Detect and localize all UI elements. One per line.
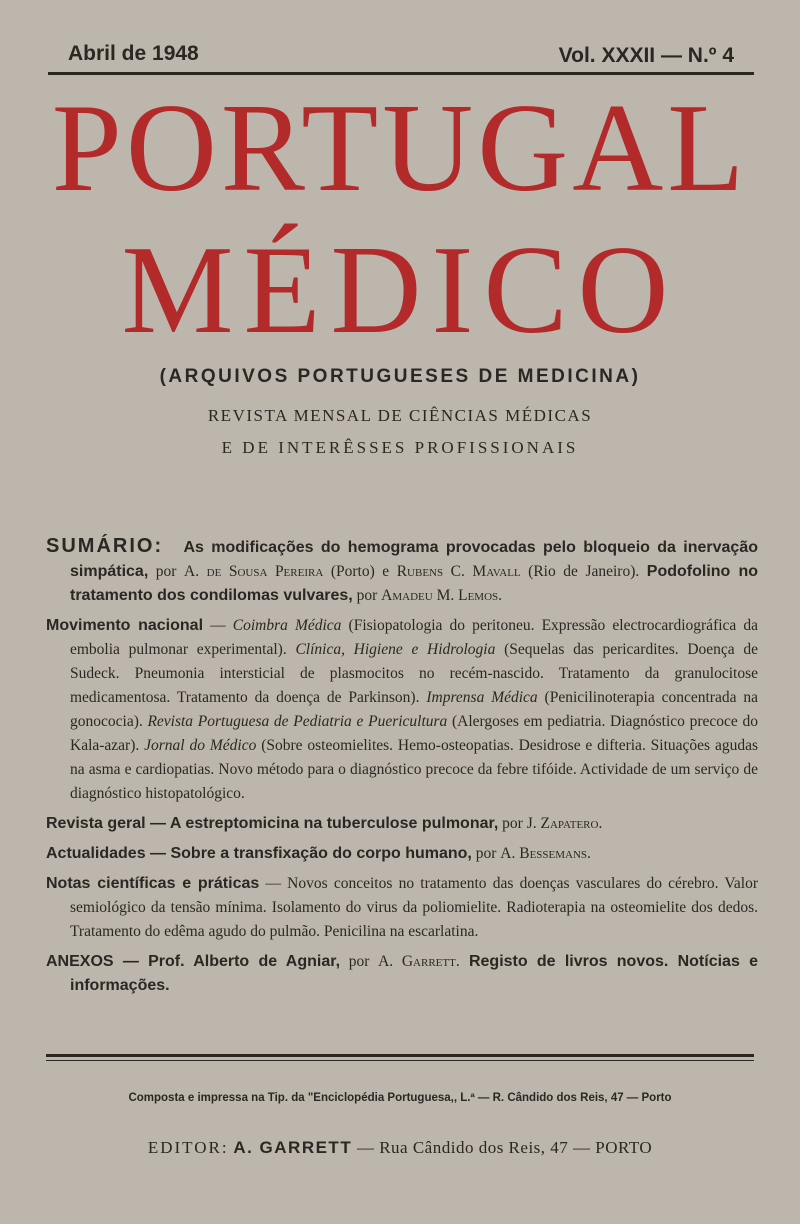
- anexos-rest: Registo de livros novos. Notícias e informações.: [70, 953, 758, 994]
- revista-heading: Revista geral — A estreptomicina na tuberculose pulmonar,: [46, 815, 499, 832]
- journal-5: Jornal do Médico: [144, 737, 257, 754]
- dash: —: [203, 617, 233, 634]
- journal-5-text: (Sobre osteomielites. Hemo-osteopatias. Desidrose e difteria. Situações agudas na asma e cardiopatias. Novo método para o diagnóstico precoce da febre tifóide. Actividade de um serviço de diagnóstico histopatológico.: [70, 737, 758, 802]
- actualidades-entry: [46, 842, 758, 866]
- issue-date: Abril de 1948: [68, 42, 199, 65]
- journal-3-text: (Penicilinoterapia concentrada na gonococia).: [70, 689, 758, 730]
- journal-2: Clínica, Higiene e Hidrologia: [295, 641, 496, 658]
- by-text: por: [471, 845, 501, 862]
- anexos-author: A. Garrett.: [378, 953, 460, 970]
- article-1-place: (Rio de Janeiro).: [520, 563, 647, 580]
- issue-volume: Vol. XXXII — N.º 4: [558, 44, 734, 67]
- editor-name: A. GARRETT: [233, 1138, 353, 1157]
- footer-rule-thick: [46, 1054, 754, 1057]
- by-text: por: [340, 953, 379, 970]
- revista-entry: [46, 812, 758, 836]
- notas-entry: [46, 872, 758, 944]
- actualidades-heading: Actualidades — Sobre a transfixação do corpo humano,: [46, 845, 472, 862]
- sumario-entry: [46, 534, 758, 608]
- subtitle: (ARQUIVOS PORTUGUESES DE MEDICINA): [159, 366, 641, 387]
- issue-header: [48, 38, 752, 72]
- article-1-author: A. de Sousa Pereira: [184, 563, 324, 580]
- article-2-author: Amadeu M. Lemos.: [381, 587, 503, 604]
- printer-line: Composta e impressa na Tip. da "Enciclopédia Portuguesa,, L.ª — R. Cândido dos Reis, 47 — Porto: [128, 1092, 672, 1104]
- title-line-1: PORTUGAL: [51, 79, 749, 218]
- editor-address: — Rua Cândido dos Reis, 47 — PORTO: [352, 1138, 653, 1157]
- article-1-author-2: Rubens C. Mavall: [396, 563, 521, 580]
- sumario-label: SUMÁRIO:: [46, 535, 164, 557]
- journal-1-text: (Fisiopatologia do peritoneu. Expressão electrocardiográfica da embolia pulmonar experimental).: [70, 617, 759, 658]
- header-rule: [48, 72, 754, 75]
- notas-heading: Notas científicas e práticas: [46, 875, 260, 892]
- by-text: por: [148, 563, 185, 580]
- article-1-title: As modificações do hemograma provocadas pelo bloqueio da inervação simpática,: [70, 539, 758, 580]
- article-1-mid: (Porto) e: [323, 563, 397, 580]
- anexos-entry: [46, 950, 758, 998]
- journal-2-text: (Sequelas das pericardites. Doença de Sudeck. Pneumonia intersticial de plasmocitos no recém-nascido. Tratamento da granulocitose medicamentosa. Tratamento da doença de Parkinson).: [70, 641, 759, 706]
- notas-text: — Novos conceitos no tratamento das doenças vasculares do cérebro. Valor semiológico da tensão mínima. Isolamento do virus da poliomielite. Radioterapia na osteomielite dos dedos. Tratamento do edêma agudo do pulmão. Penicilina na escarlatina.: [70, 875, 758, 940]
- editor-line: [0, 1138, 800, 1158]
- table-of-contents: [46, 534, 758, 1004]
- journal-3: Imprensa Médica: [426, 689, 538, 706]
- journal-4-text: (Alergoses em pediatria. Diagnóstico precoce do Kala-azar).: [70, 713, 759, 754]
- journal-1: Coimbra Médica: [232, 617, 342, 634]
- by-text: por: [498, 815, 527, 832]
- tagline-2: E DE INTERÊSSES PROFISSIONAIS: [221, 438, 579, 457]
- anexos-heading: ANEXOS — Prof. Alberto de Agniar,: [46, 953, 341, 970]
- by-text: por: [352, 587, 382, 604]
- actualidades-author: A. Bessemans.: [500, 845, 591, 862]
- article-2-title: Podofolino no tratamento dos condilomas vulvares,: [70, 563, 758, 604]
- movimento-heading: Movimento nacional: [46, 617, 204, 634]
- editor-label: EDITOR:: [147, 1138, 229, 1157]
- title-line-2: MÉDICO: [121, 221, 679, 360]
- journal-4: Revista Portuguesa de Pediatria e Puericultura: [147, 713, 448, 730]
- footer-rule-thin: [46, 1060, 754, 1061]
- movimento-entry: [46, 614, 758, 806]
- revista-author: J. Zapatero.: [526, 815, 603, 832]
- tagline-1: REVISTA MENSAL DE CIÊNCIAS MÉDICAS: [207, 406, 593, 425]
